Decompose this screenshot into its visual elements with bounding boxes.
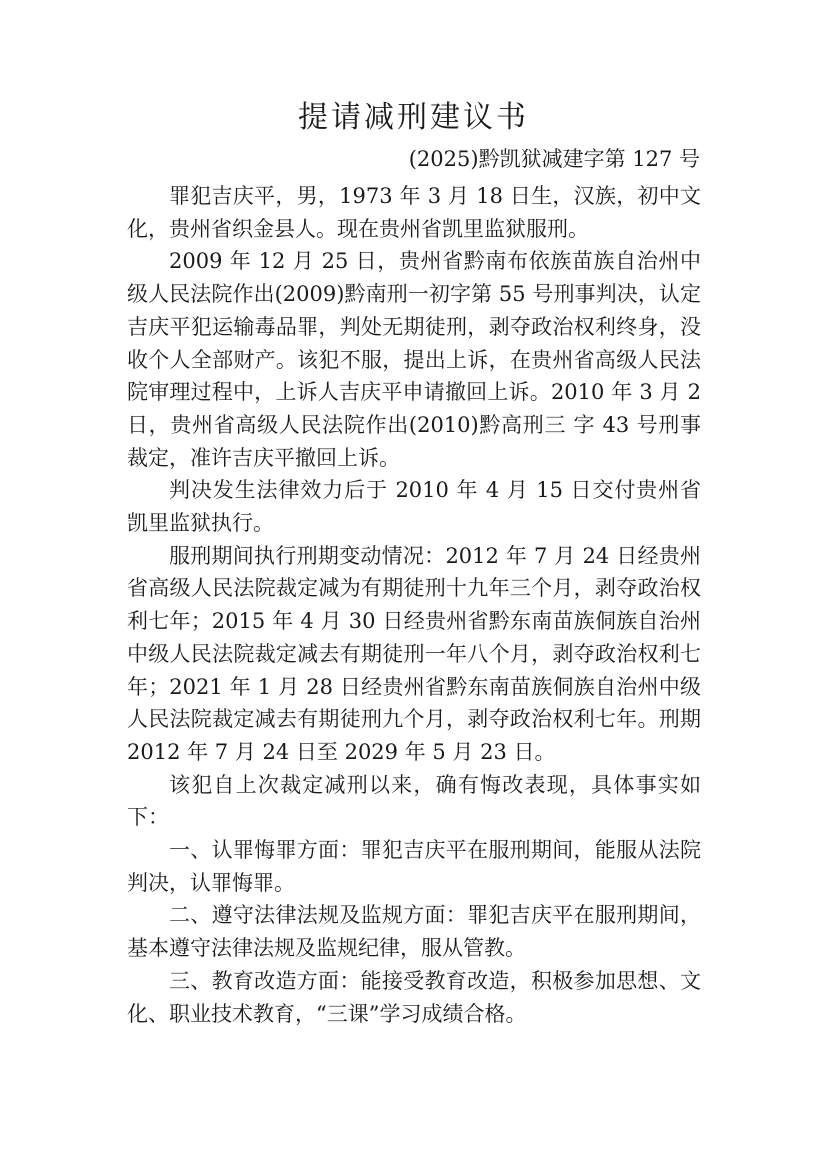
paragraph-rule-compliance: 二、遵守法律法规及监规方面：罪犯吉庆平在服刑期间，基本遵守法律法规及监规纪律，服从管教。 [127, 903, 701, 961]
paragraph-personal-info: 罪犯吉庆平，男，1973 年 3 月 18 日生，汉族，初中文化，贵州省织金县人。现在贵州省凯里监狱服刑。 [127, 184, 701, 241]
paragraph-execution: 判决发生法律效力后于 2010 年 4 月 15 日交付贵州省凯里监狱执行。 [127, 478, 701, 536]
document-number: (2025)黔凯狱减建字第 127 号 [408, 147, 700, 171]
paragraph-education: 三、教育改造方面：能接受教育改造，积极参加思想、文化、职业技术教育，“三课”学习成绩合格。 [127, 968, 701, 1026]
document-title: 提请减刑建议书 [298, 100, 529, 135]
paragraph-repentance-intro: 该犯自上次裁定减刑以来，确有悔改表现，具体事实如下： [127, 772, 701, 830]
paragraph-sentence-changes: 服刑期间执行刑期变动情况：2012 年 7 月 24 日经贵州省高级人民法院裁定减为有期徒刑十九年三个月，剥夺政治权利七年；2015 年 4 月 30 日经贵州省黔东南苗族侗族自治州中级人民法院裁定减去有期徒刑一年八个月，剥夺政治权利七年；2021 年 1 月 28 日经贵州省黔东南苗族侗族自治州中级人民法院裁定减去有期徒刑九个月，剥夺政治权利七年。刑期 2012 年 7 月 24 日至 2029 年 5 月 23 日。 [127, 543, 701, 764]
paragraph-admission-of-guilt: 一、认罪悔罪方面：罪犯吉庆平在服刑期间，能服从法院判决，认罪悔罪。 [127, 838, 701, 895]
document-body [127, 180, 701, 1030]
paragraph-judgment: 2009 年 12 月 25 日，贵州省黔南布依族苗族自治州中级人民法院作出(2009)黔南刑一初字第 55 号刑事判决，认定吉庆平犯运输毒品罪，判处无期徒刑，剥夺政治权利终身，没收个人全部财产。该犯不服，提出上诉，在贵州省高级人民法院审理过程中，上诉人吉庆平申请撤回上诉。2010 年 3 月 2 日，贵州省高级人民法院作出(2010)黔高刑三 字 43 号刑事裁定，准许吉庆平撤回上诉。 [127, 249, 701, 470]
